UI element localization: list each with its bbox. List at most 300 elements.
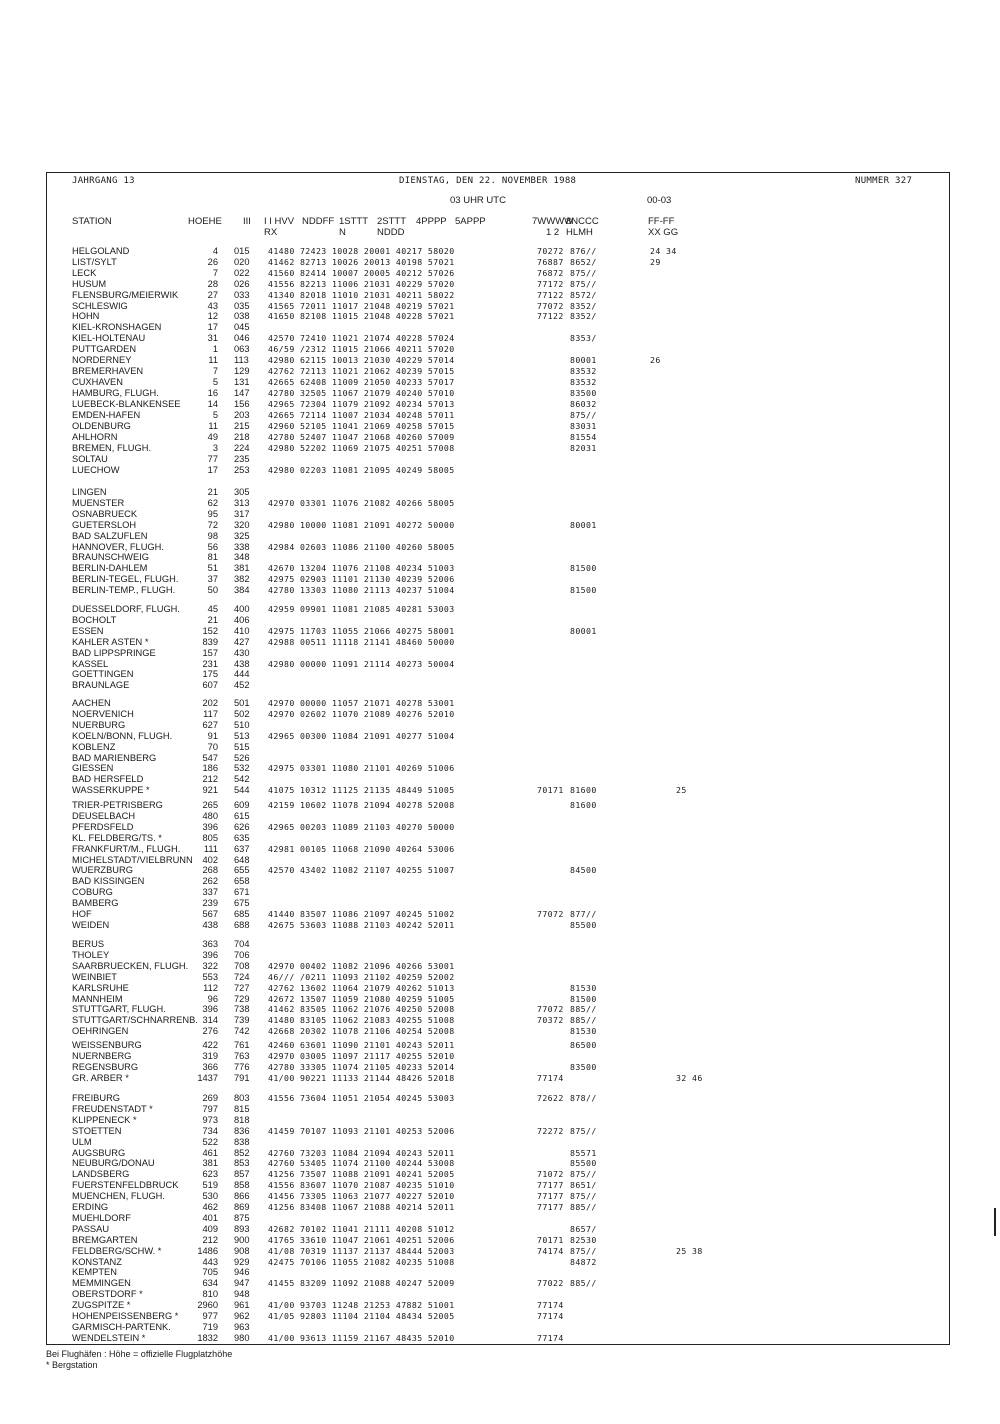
station-name: ESSEN (72, 625, 104, 636)
station-height: 96 (207, 993, 218, 1004)
station-name: HUSUM (72, 278, 107, 289)
synop-groups: 42959 09901 11081 21085 40281 53003 (268, 604, 455, 614)
station-name: LUEBECK-BLANKENSEE (72, 398, 181, 409)
synop-groups: 41256 83408 11067 21088 40214 52011 (268, 1202, 455, 1212)
weather-group: 74174 (537, 1245, 564, 1256)
gust-group: 24 34 (650, 246, 677, 256)
station-name: LANDSBERG (72, 1169, 130, 1180)
weather-group: 77174 (537, 1300, 564, 1311)
station-name: HELGOLAND (72, 246, 130, 256)
station-block: 648 (234, 854, 250, 865)
cloud-group: 85500 (570, 919, 597, 930)
station-block: 510 (234, 719, 250, 730)
cloud-group: 81530 (570, 1026, 597, 1037)
station-block: 637 (234, 843, 250, 854)
cloud-group: 84500 (570, 865, 597, 876)
synop-groups: 41565 72011 11017 21048 40219 57021 (268, 300, 455, 311)
station-name: MICHELSTADT/VIELBRUNN (72, 854, 193, 865)
station-height: 366 (202, 1061, 218, 1072)
synop-groups: 41075 10312 11125 21135 48449 51005 (268, 785, 455, 796)
station-name: SCHLESWIG (72, 300, 128, 311)
station-height: 396 (202, 1004, 218, 1015)
station-height: 396 (202, 821, 218, 832)
station-block: 224 (234, 442, 250, 453)
weather-group: 70372 (537, 1015, 564, 1026)
station-height: 26 (207, 256, 218, 267)
station-block: 542 (234, 774, 250, 785)
station-block: 675 (234, 898, 250, 909)
station-height: 17 (207, 464, 218, 475)
station-height: 409 (202, 1223, 218, 1234)
cloud-group: 875// (570, 410, 597, 420)
synop-groups: 42960 52105 11041 21069 40258 57015 (268, 420, 455, 431)
station-name: HOHENPEISSENBERG * (72, 1311, 179, 1321)
cloud-group: 80001 (570, 519, 597, 530)
station-block: 688 (234, 919, 250, 930)
station-block: 502 (234, 708, 250, 719)
station-block: 410 (234, 625, 250, 636)
station-height: 212 (202, 774, 218, 785)
station-block: 962 (234, 1311, 250, 1321)
station-block: 438 (234, 658, 250, 669)
date-label: DIENSTAG, DEN 22. NOVEMBER 1988 (399, 176, 577, 186)
station-height: 231 (202, 658, 218, 669)
station-name: COBURG (72, 887, 113, 898)
weather-group: 70272 (537, 246, 564, 256)
station-name: BAD KISSINGEN (72, 876, 145, 887)
station-name: KIEL-KRONSHAGEN (72, 322, 162, 333)
station-height: 438 (202, 919, 218, 930)
station-name: FUERSTENFELDBRUCK (72, 1180, 179, 1191)
station-name: KOELN/BONN, FLUGH. (72, 730, 173, 741)
cloud-group: 8353/ (570, 333, 597, 344)
station-block: 961 (234, 1300, 250, 1311)
station-name: OLDENBURG (72, 420, 131, 431)
station-block: 313 (234, 497, 250, 508)
station-block: 980 (234, 1332, 250, 1343)
station-height: 12 (207, 311, 218, 322)
station-height: 634 (202, 1278, 218, 1289)
station-height: 77 (207, 453, 218, 464)
station-block: 020 (234, 256, 250, 267)
station-name: AACHEN (72, 698, 111, 708)
station-name: BERUS (72, 939, 105, 949)
station-name: PASSAU (72, 1223, 110, 1234)
station-block: 113 (234, 355, 249, 365)
station-height: 381 (202, 1158, 218, 1169)
weather-group: 77174 (537, 1311, 564, 1321)
synop-groups: 42965 00300 11084 21091 40277 51004 (268, 730, 455, 741)
cloud-group: 8352/ (570, 311, 597, 322)
station-height: 480 (202, 810, 218, 821)
station-height: 11 (208, 355, 218, 365)
synop-groups: 42780 52407 11047 21068 40260 57009 (268, 431, 455, 442)
station-block: 532 (234, 763, 250, 774)
synop-groups: 42460 63601 11090 21101 40243 52011 (268, 1040, 455, 1050)
synop-groups: 42672 13507 11059 21080 40259 51005 (268, 993, 455, 1004)
station-block: 501 (234, 698, 250, 708)
station-block: 671 (234, 887, 250, 898)
column-header-station: STATION (72, 216, 112, 227)
station-block: 325 (234, 530, 250, 541)
synop-groups: 41480 72423 10028 20001 40217 58020 (268, 246, 455, 256)
synop-groups: 42670 13204 11076 21108 40234 51003 (268, 563, 455, 574)
cloud-group: 81600 (570, 785, 597, 796)
station-height: 37 (207, 574, 218, 585)
synop-groups: 41650 82108 11015 21048 40228 57021 (268, 311, 455, 322)
station-name: CUXHAVEN (72, 376, 123, 387)
synop-groups: 42570 72410 11021 21074 40228 57024 (268, 333, 455, 344)
station-block: 791 (234, 1072, 250, 1083)
station-height: 396 (202, 949, 218, 960)
station-block: 406 (234, 614, 250, 625)
station-name: STOETTEN (72, 1125, 122, 1136)
cloud-group: 83500 (570, 1061, 597, 1072)
synop-groups: 42780 32505 11067 21079 40240 57010 (268, 387, 455, 398)
synop-groups: 46/59 /2312 11015 21066 40211 57020 (268, 344, 455, 355)
station-block: 348 (234, 552, 250, 563)
station-height: 519 (202, 1180, 218, 1191)
station-name: BERLIN-TEGEL, FLUGH. (72, 574, 179, 585)
synop-groups: 41456 73305 11063 21077 40227 52010 (268, 1191, 455, 1202)
station-height: 111 (203, 843, 218, 854)
column-header-d1a: I I HVV (264, 216, 295, 227)
station-block: 857 (234, 1169, 250, 1180)
station-height: 98 (207, 530, 218, 541)
station-block: 853 (234, 1158, 250, 1169)
station-name: REGENSBURG (72, 1061, 139, 1072)
station-block: 738 (234, 1004, 250, 1015)
station-name: BAD SALZUFLEN (72, 530, 148, 541)
station-height: 265 (202, 800, 218, 810)
station-height: 91 (207, 730, 218, 741)
station-name: BAD LIPPSPRINGE (72, 647, 156, 658)
station-height: 921 (202, 785, 218, 796)
column-header-d9a: FF-FF (648, 216, 675, 227)
station-height: 810 (202, 1289, 218, 1300)
station-height: 363 (202, 939, 218, 949)
station-height: 276 (202, 1026, 218, 1037)
station-name: KEMPTEN (72, 1267, 117, 1278)
station-height: 461 (202, 1147, 218, 1158)
synop-groups: 41/00 90221 11133 21144 48426 52018 (268, 1072, 455, 1083)
synop-groups: 42975 11703 11055 21066 40275 58001 (268, 625, 455, 636)
station-height: 607 (202, 680, 218, 691)
station-height: 43 (207, 300, 218, 311)
station-block: 513 (234, 730, 250, 741)
station-height: 51 (207, 563, 218, 574)
weather-group: 77177 (537, 1202, 564, 1212)
station-block: 400 (234, 604, 250, 614)
station-name: WEIDEN (72, 919, 110, 930)
station-height: 705 (202, 1267, 218, 1278)
station-height: 7 (212, 267, 218, 278)
synop-groups: 42984 02603 11086 21100 40260 58005 (268, 541, 455, 552)
station-name: HOF (72, 909, 92, 919)
station-block: 156 (234, 398, 250, 409)
synop-groups: 42762 72113 11021 21062 40239 57015 (268, 365, 455, 376)
station-name: WUERZBURG (72, 865, 133, 876)
station-block: 963 (234, 1321, 250, 1332)
issue-label: NUMMER 327 (855, 176, 913, 186)
station-name: KOBLENZ (72, 741, 116, 752)
cloud-group: 875// (570, 267, 597, 278)
station-block: 444 (234, 669, 250, 680)
synop-groups: 41480 83105 11062 21083 40255 51008 (268, 1015, 455, 1026)
station-block: 866 (234, 1191, 250, 1202)
station-name: MEMMINGEN (72, 1278, 131, 1289)
station-name: KIEL-HOLTENAU (72, 333, 146, 344)
cloud-group: 82530 (570, 1234, 597, 1245)
station-block: 026 (234, 278, 250, 289)
station-height: 443 (202, 1256, 218, 1267)
station-block: 253 (234, 464, 250, 475)
station-block: 763 (234, 1050, 250, 1061)
station-height: 70 (207, 741, 218, 752)
station-block: 858 (234, 1180, 250, 1191)
station-name: NORDERNEY (72, 355, 132, 365)
station-block: 215 (234, 420, 250, 431)
station-height: 14 (207, 398, 218, 409)
station-block: 384 (234, 585, 250, 596)
weather-group: 76887 (537, 256, 564, 267)
station-name: OEHRINGEN (72, 1026, 129, 1037)
station-name: BRAUNSCHWEIG (72, 552, 149, 563)
synop-groups: 42760 73203 11084 21094 40243 52011 (268, 1147, 455, 1158)
cloud-group: 875// (570, 278, 597, 289)
column-header-d3b: N (339, 227, 346, 238)
station-block: 947 (234, 1278, 250, 1289)
cloud-group: 81500 (570, 993, 597, 1004)
station-block: 685 (234, 909, 250, 919)
station-name: WASSERKUPPE * (72, 785, 150, 796)
station-block: 045 (234, 322, 250, 333)
synop-groups: 41/05 92803 11104 21104 48434 52005 (268, 1311, 455, 1321)
station-height: 50 (207, 585, 218, 596)
station-block: 147 (234, 387, 250, 398)
station-name: MUEHLDORF (72, 1212, 131, 1223)
station-height: 522 (202, 1136, 218, 1147)
station-block: 803 (234, 1093, 250, 1103)
station-block: 544 (234, 785, 250, 796)
station-name: NOERVENICH (72, 708, 134, 719)
synop-groups: 41340 82018 11010 21031 40211 58022 (268, 289, 455, 300)
synop-groups: 42159 10602 11078 21094 40278 52008 (268, 800, 455, 810)
station-height: 56 (207, 541, 218, 552)
station-block: 836 (234, 1125, 250, 1136)
cloud-group: 885// (570, 1015, 597, 1026)
cloud-group: 82031 (570, 442, 597, 453)
station-height: 175 (202, 669, 218, 680)
synop-groups: 41765 33610 11047 21061 40251 52006 (268, 1234, 455, 1245)
synop-groups: 42975 02903 11101 21130 40239 52006 (268, 574, 455, 585)
weather-group: 77022 (537, 1278, 564, 1289)
station-height: 49 (207, 431, 218, 442)
station-name: LIST/SYLT (72, 256, 117, 267)
station-name: LUECHOW (72, 464, 120, 475)
station-height: 402 (202, 854, 218, 865)
station-block: 869 (234, 1202, 250, 1212)
cloud-group: 83532 (570, 365, 597, 376)
synop-groups: 42980 62115 10013 21030 40229 57014 (268, 355, 455, 365)
station-name: BERLIN-DAHLEM (72, 563, 148, 574)
weather-group: 77072 (537, 1004, 564, 1015)
synop-groups: 41/00 93613 11159 21167 48435 52010 (268, 1332, 455, 1343)
station-block: 427 (234, 636, 250, 647)
station-name: FELDBERG/SCHW. * (72, 1245, 162, 1256)
cloud-group: 80001 (570, 625, 597, 636)
column-header-d4a: 2STTT (377, 216, 407, 227)
station-name: BAD HERSFELD (72, 774, 144, 785)
synop-groups: 42975 03301 11080 21101 40269 51006 (268, 763, 455, 774)
weather-group: 77174 (537, 1332, 564, 1343)
station-height: 202 (202, 698, 218, 708)
station-block: 033 (234, 289, 250, 300)
station-name: WENDELSTEIN * (72, 1332, 146, 1343)
station-name: DEUSELBACH (72, 810, 136, 821)
weather-group: 77177 (537, 1180, 564, 1191)
station-block: 948 (234, 1289, 250, 1300)
station-height: 401 (202, 1212, 218, 1223)
station-name: KASSEL (72, 658, 109, 669)
station-block: 704 (234, 939, 250, 949)
station-block: 381 (234, 563, 250, 574)
station-block: 729 (234, 993, 250, 1004)
weather-group: 77177 (537, 1191, 564, 1202)
station-block: 946 (234, 1267, 250, 1278)
station-block: 515 (234, 741, 250, 752)
station-height: 1 (212, 344, 218, 355)
station-height: 839 (202, 636, 218, 647)
station-block: 430 (234, 647, 250, 658)
station-block: 875 (234, 1212, 250, 1223)
station-name: BREMERHAVEN (72, 365, 144, 376)
station-block: 038 (234, 311, 250, 322)
station-block: 382 (234, 574, 250, 585)
cloud-group: 875// (570, 1245, 597, 1256)
synop-groups: 42980 10000 11081 21091 40272 50000 (268, 519, 455, 530)
station-block: 658 (234, 876, 250, 887)
station-block: 063 (234, 344, 250, 355)
station-block: 908 (234, 1245, 250, 1256)
synop-groups: 42981 00105 11068 21090 40264 53006 (268, 843, 455, 854)
station-height: 117 (203, 708, 218, 719)
synop-groups: 42682 70102 11041 21111 40208 51012 (268, 1223, 455, 1234)
cloud-group: 81600 (570, 800, 597, 810)
cloud-group: 875// (570, 1169, 597, 1180)
synop-groups: 42780 33305 11074 21105 40233 52014 (268, 1061, 455, 1072)
column-header-d2: NDDFF (302, 216, 335, 227)
station-block: 320 (234, 519, 250, 530)
cloud-group: 81530 (570, 982, 597, 993)
station-name: GOETTINGEN (72, 669, 134, 680)
cloud-group: 80001 (570, 355, 597, 365)
column-header-d6: 5APPP (455, 216, 486, 227)
station-height: 337 (202, 887, 218, 898)
synop-groups: 41256 73507 11088 21091 40241 52005 (268, 1169, 455, 1180)
station-name: BREMEN, FLUGH. (72, 442, 152, 453)
station-block: 626 (234, 821, 250, 832)
station-block: 838 (234, 1136, 250, 1147)
weather-group: 70171 (537, 785, 564, 796)
weather-group: 70171 (537, 1234, 564, 1245)
station-name: GUETERSLOH (72, 519, 137, 530)
synop-groups: 41556 82213 11006 21031 40229 57020 (268, 278, 455, 289)
station-height: 1832 (197, 1332, 218, 1343)
cloud-group: 875// (570, 1125, 597, 1136)
station-height: 7 (212, 365, 218, 376)
station-block: 852 (234, 1147, 250, 1158)
station-name: AHLHORN (72, 431, 118, 442)
synop-groups: 41556 83607 11070 21087 40235 51010 (268, 1180, 455, 1191)
station-name: BAMBERG (72, 898, 119, 909)
station-height: 186 (202, 763, 218, 774)
station-height: 973 (202, 1114, 218, 1125)
station-name: HANNOVER, FLUGH. (72, 541, 164, 552)
weather-group: 77122 (537, 311, 564, 322)
station-block: 727 (234, 982, 250, 993)
synop-groups: 41556 73604 11051 21054 40245 53003 (268, 1093, 455, 1103)
gust-group: 25 (676, 785, 687, 796)
synop-groups: 42970 03005 11097 21117 40255 52010 (268, 1050, 455, 1061)
station-name: WEINBIET (72, 971, 117, 982)
station-height: 422 (202, 1040, 218, 1050)
synop-groups: 42675 53603 11088 21103 40242 52011 (268, 919, 455, 930)
synop-groups: 42980 02203 11081 21095 40249 58005 (268, 464, 455, 475)
station-height: 17 (207, 322, 218, 333)
cloud-group: 83500 (570, 387, 597, 398)
station-name: KLIPPENECK * (72, 1114, 137, 1125)
station-block: 761 (234, 1040, 250, 1050)
station-height: 112 (203, 982, 218, 993)
cloud-group: 8352/ (570, 300, 597, 311)
station-height: 314 (202, 1015, 218, 1026)
station-name: KARLSRUHE (72, 982, 129, 993)
station-name: KAHLER ASTEN * (72, 636, 149, 647)
synop-groups: 42762 13602 11064 21079 40262 51013 (268, 982, 455, 993)
station-block: 815 (234, 1103, 250, 1114)
cloud-group: 8652/ (570, 256, 597, 267)
station-block: 818 (234, 1114, 250, 1125)
synop-groups: 42780 13303 11080 21113 40237 51004 (268, 585, 455, 596)
cloud-group: 8651/ (570, 1180, 597, 1191)
station-name: THOLEY (72, 949, 110, 960)
station-height: 95 (207, 508, 218, 519)
station-height: 152 (202, 625, 218, 636)
station-name: BREMGARTEN (72, 1234, 138, 1245)
station-name: MUENSTER (72, 497, 125, 508)
station-height: 1486 (197, 1245, 218, 1256)
cloud-group: 81500 (570, 563, 597, 574)
cloud-group: 876// (570, 246, 597, 256)
station-height: 805 (202, 832, 218, 843)
synop-groups: 42665 72114 11007 21034 40248 57011 (268, 410, 455, 420)
station-name: BAD MARIENBERG (72, 752, 157, 763)
cloud-group: 83031 (570, 420, 597, 431)
station-height: 212 (202, 1234, 218, 1245)
station-name: SAARBRUECKEN, FLUGH. (72, 960, 189, 971)
column-header-d8b: HLMH (566, 227, 593, 238)
station-block: 609 (234, 800, 250, 810)
column-header-d5: 4PPPP (416, 216, 447, 227)
station-height: 734 (202, 1125, 218, 1136)
synop-groups: 42970 00000 11057 21071 40278 53001 (268, 698, 455, 708)
station-block: 900 (234, 1234, 250, 1245)
station-name: WEISSENBURG (72, 1040, 142, 1050)
footnote-airports: Bei Flughäfen : Höhe = offizielle Flugplatzhöhe (46, 1349, 233, 1359)
station-name: NUERBURG (72, 719, 126, 730)
station-name: FRANKFURT/M., FLUGH. (72, 843, 181, 854)
